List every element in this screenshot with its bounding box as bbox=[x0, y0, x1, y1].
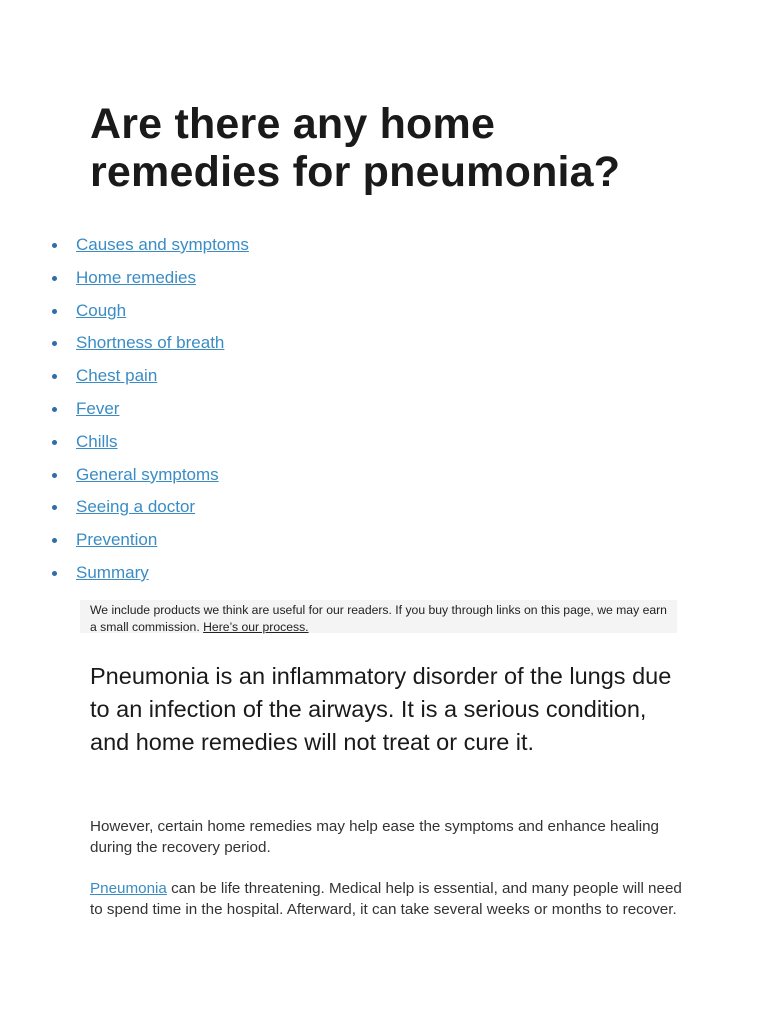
bullet-icon bbox=[52, 309, 57, 314]
bullet-icon bbox=[52, 341, 57, 346]
page-title-line-2: remedies for pneumonia? bbox=[90, 148, 621, 196]
toc-link-cough[interactable]: Cough bbox=[76, 300, 127, 320]
bullet-icon bbox=[52, 243, 57, 248]
toc-link-chest-pain[interactable]: Chest pain bbox=[76, 366, 158, 386]
bullet-icon bbox=[52, 440, 57, 445]
body-paragraph bbox=[90, 878, 690, 920]
pneumonia-link[interactable]: Pneumonia bbox=[90, 880, 167, 897]
toc-link-chills[interactable]: Chills bbox=[76, 431, 118, 451]
affiliate-disclaimer bbox=[80, 600, 677, 633]
bullet-icon bbox=[52, 407, 57, 412]
bullet-icon bbox=[52, 374, 57, 379]
page-title bbox=[90, 100, 680, 196]
bullet-icon bbox=[52, 571, 57, 576]
bullet-icon bbox=[52, 505, 57, 510]
toc-link-seeing-a-doctor[interactable]: Seeing a doctor bbox=[76, 497, 196, 517]
our-process-link[interactable]: Here’s our process. bbox=[203, 620, 309, 634]
body-paragraph-text: can be life threatening. Medical help is essential, and many people will need to spend time in the hospital. Afterward, it can take several weeks or months to recover. bbox=[90, 880, 682, 918]
article bbox=[90, 100, 680, 196]
disclaimer-text: We include products we think are useful for our readers. If you buy through links on this page, we may earn a small commission. bbox=[90, 603, 667, 634]
toc-link-prevention[interactable]: Prevention bbox=[76, 530, 158, 550]
lead-paragraph: Pneumonia is an inflammatory disorder of the lungs due to an infection of the airways. It is a serious condition, and home remedies will not treat or cure it. bbox=[90, 663, 672, 755]
bullet-icon bbox=[52, 473, 57, 478]
toc-link-fever[interactable]: Fever bbox=[76, 398, 120, 418]
toc-link-home-remedies[interactable]: Home remedies bbox=[76, 267, 196, 287]
bullet-icon bbox=[52, 276, 57, 281]
toc-link-causes-and-symptoms[interactable]: Causes and symptoms bbox=[76, 235, 249, 254]
page-title-line-1: Are there any home bbox=[90, 100, 496, 148]
toc-link-general-symptoms[interactable]: General symptoms bbox=[76, 464, 219, 484]
toc-link-shortness-of-breath[interactable]: Shortness of breath bbox=[76, 333, 225, 353]
body-paragraph: However, certain home remedies may help ease the symptoms and enhance healing during the recovery period. bbox=[90, 818, 660, 856]
bullet-icon bbox=[52, 538, 57, 543]
toc-link-summary[interactable]: Summary bbox=[76, 562, 149, 582]
